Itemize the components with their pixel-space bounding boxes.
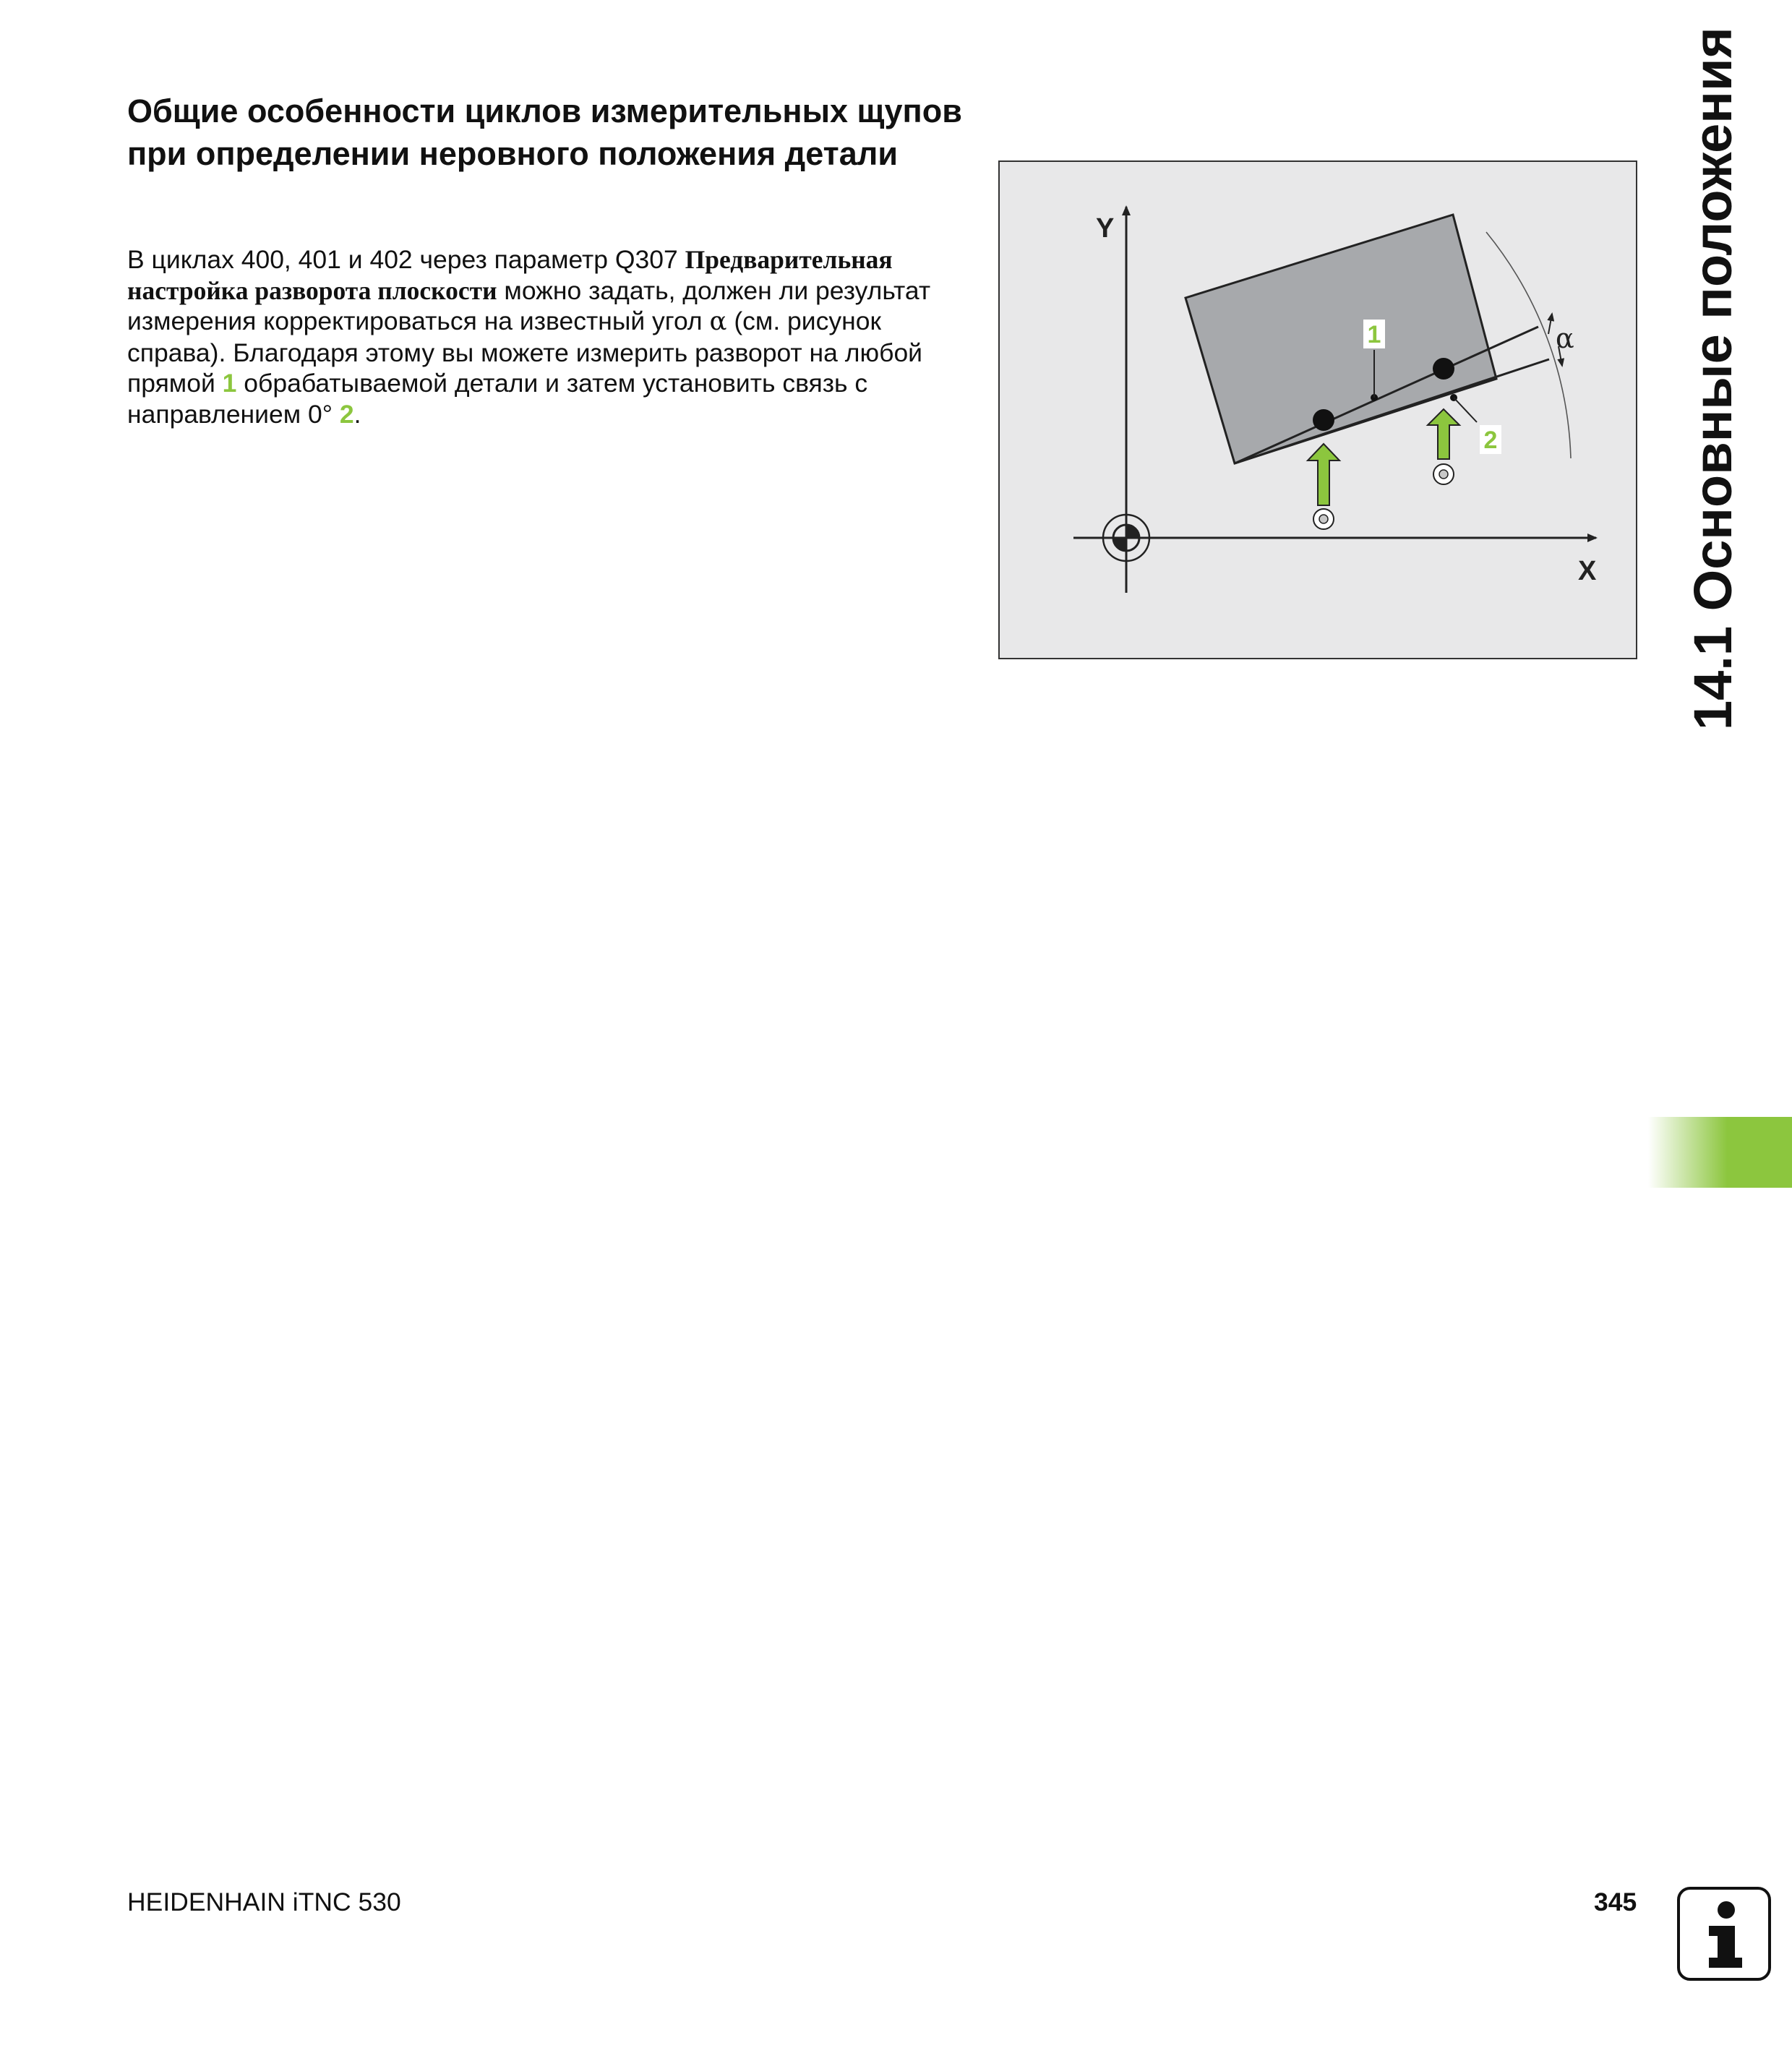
parameter-name: Предварительная настройка разворота плоскости (127, 245, 893, 305)
paragraph-text: можно задать, должен ли результат измерения корректироваться на известный угол (127, 275, 931, 335)
info-icon (1677, 1887, 1771, 1981)
reference-number-2: 2 (339, 399, 354, 429)
diagram-svg (1000, 162, 1639, 661)
reference-number-1: 1 (222, 369, 237, 398)
paragraph-text: В циклах 400, 401 и 402 через параметр Q307 (127, 245, 685, 274)
chapter-side-title: 14.1 Основные положения (1683, 27, 1743, 730)
probe-stylus-2 (1433, 464, 1454, 484)
alpha-label: α (1556, 322, 1574, 354)
callout-1-label: 1 (1367, 321, 1381, 348)
paragraph-text: обрабатываемой детали и затем установить связь с направлением 0° (127, 369, 868, 429)
footer-product: HEIDENHAIN iTNC 530 (127, 1888, 401, 1916)
probe-point-1 (1313, 409, 1334, 431)
figure-misalignment-diagram (998, 160, 1637, 659)
y-axis-label: Y (1096, 213, 1115, 244)
probe-stylus-1 (1313, 509, 1334, 529)
callout-2-leader (1454, 398, 1477, 422)
alpha-symbol: α (709, 307, 727, 336)
info-glyph (1680, 1890, 1768, 1978)
body-paragraph (127, 244, 959, 429)
callout-2-label: 2 (1483, 427, 1498, 454)
paragraph-text: . (353, 399, 361, 429)
chapter-tab-marker (1648, 1117, 1792, 1188)
probe-point-2 (1433, 358, 1454, 380)
section-heading: Общие особенности циклов измерительных щупов при определении неровного положения детали (127, 93, 962, 172)
angle-arrow-top (1548, 314, 1552, 334)
probe-arrow-1 (1308, 444, 1339, 505)
page-number: 345 (1594, 1888, 1637, 1916)
x-axis-label: X (1578, 556, 1597, 586)
paragraph-text: (см. рисунок справа). Благодаря этому вы можете измерить разворот на любой прямой (127, 307, 923, 398)
probe-arrow-2 (1428, 409, 1459, 459)
